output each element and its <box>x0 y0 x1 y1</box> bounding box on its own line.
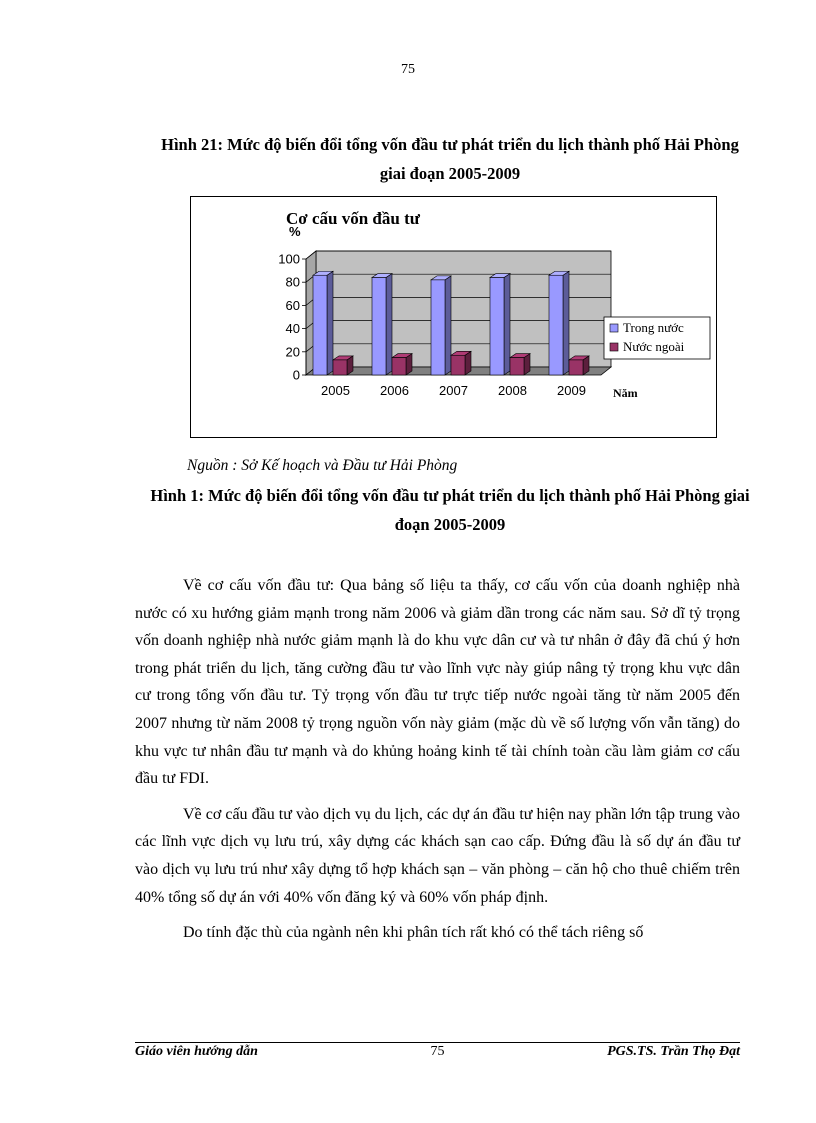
paragraph: Về cơ cấu đầu tư vào dịch vụ du lịch, các dự án đầu tư hiện nay phần lớn tập trung vào các lĩnh vực dịch vụ lưu trú, xây dựng các khách sạn cao cấp. Đứng đầu là số dự án đầu tư vào dịch vụ lưu trú như xây dựng tổ hợp khách sạn – văn phòng – căn hộ cho thuê chiếm trên 40% tổng số dự án với 40% vốn đăng ký và 60% vốn pháp định. <box>135 805 740 906</box>
bar-chart-svg <box>191 197 716 437</box>
x-tick-label: 2005 <box>321 383 350 398</box>
x-tick-label: 2007 <box>439 383 468 398</box>
bar-2005-0 <box>313 271 333 375</box>
legend-label: Trong nước <box>623 320 684 335</box>
y-tick-label: 20 <box>285 344 300 360</box>
chart-legend <box>604 317 710 359</box>
x-tick-labels <box>321 383 586 398</box>
body-text <box>135 572 740 955</box>
bar-front <box>333 360 347 375</box>
bar-2005-1 <box>333 356 353 375</box>
bar-side <box>563 271 569 375</box>
bar-front <box>392 358 406 375</box>
y-tick-label: 40 <box>285 321 300 337</box>
footer <box>135 1044 740 1064</box>
x-tick-label: 2006 <box>380 383 409 398</box>
y-tick-label: 80 <box>285 274 300 290</box>
bar-2007-0 <box>431 276 451 375</box>
bar-2008-1 <box>510 354 530 375</box>
figure-caption-bottom: Hình 1: Mức độ biến đổi tổng vốn đầu tư phát triển du lịch thành phố Hải Phòng giai đoạn 2005-2009 <box>150 486 750 534</box>
page-number-top: 75 <box>401 62 415 77</box>
legend-label: Nước ngoài <box>623 339 685 354</box>
bar-side <box>504 274 510 375</box>
legend-swatch <box>610 324 618 332</box>
bar-front <box>549 275 563 375</box>
paragraph: Về cơ cấu vốn đầu tư: Qua bảng số liệu ta thấy, cơ cấu vốn của doanh nghiệp nhà nước có xu hướng giảm mạnh trong năm 2006 và giảm dần trong các năm sau. Sở dĩ tỷ trọng vốn doanh nghiệp nhà nước giảm mạnh là do khu vực dân cư và tư nhân ở đây đã chú ý hơn trong phát triển du lịch, tăng cường đầu tư vào lĩnh vực này giúp nâng tỷ trọng khu vực dân cư trong tổng vốn đầu tư. Tỷ trọng vốn đầu tư trực tiếp nước ngoài tăng từ năm 2005 đến 2007 nhưng từ năm 2008 tỷ trọng nguồn vốn này giảm (mặc dù về số lượng vốn vẫn tăng) do khu vực tư nhân đầu tư mạnh và do khủng hoảng kinh tế tài chính toàn cầu làm giảm cơ cấu đầu tư FDI. <box>135 577 740 788</box>
y-tick-label: 60 <box>285 297 300 313</box>
footer-author: PGS.TS. Trần Thọ Đạt <box>607 1044 740 1059</box>
x-tick-label: 2008 <box>498 383 527 398</box>
chart-title: Cơ cấu vốn đầu tư <box>286 209 420 228</box>
bar-chart <box>190 196 717 438</box>
bar-2006-1 <box>392 354 412 375</box>
bar-2008-0 <box>490 274 510 375</box>
legend-swatch <box>610 343 618 351</box>
bar-2006-0 <box>372 274 392 375</box>
bar-2009-0 <box>549 271 569 375</box>
footer-advisor-label: Giáo viên hướng dẫn <box>135 1044 258 1059</box>
paragraph: Do tính đặc thù của ngành nên khi phân tích rất khó có thể tách riêng số <box>183 924 644 942</box>
y-axis-label: % <box>289 224 301 239</box>
bar-front <box>431 280 445 375</box>
bar-2009-1 <box>569 356 589 375</box>
footer-rule <box>135 1042 740 1043</box>
bar-side <box>327 271 333 375</box>
y-tick-labels <box>278 252 306 383</box>
bar-side <box>386 274 392 375</box>
footer-page-number: 75 <box>430 1044 445 1059</box>
source-note: Nguồn : Sở Kế hoạch và Đầu tư Hải Phòng <box>187 457 458 474</box>
bar-side <box>445 276 451 375</box>
bar-front <box>490 278 504 375</box>
bar-2007-1 <box>451 351 471 375</box>
bar-front <box>510 358 524 375</box>
y-tick-label: 0 <box>292 367 300 383</box>
y-tick-label: 100 <box>278 251 300 267</box>
x-axis-label: Năm <box>613 386 638 400</box>
bar-front <box>451 355 465 375</box>
bar-front <box>569 360 583 375</box>
bar-front <box>313 275 327 375</box>
bar-front <box>372 278 386 375</box>
x-tick-label: 2009 <box>557 383 586 398</box>
figure-caption-top: Hình 21: Mức độ biến đổi tổng vốn đầu tư phát triển du lịch thành phố Hải Phòng giai đoạn 2005-2009 <box>161 135 739 183</box>
